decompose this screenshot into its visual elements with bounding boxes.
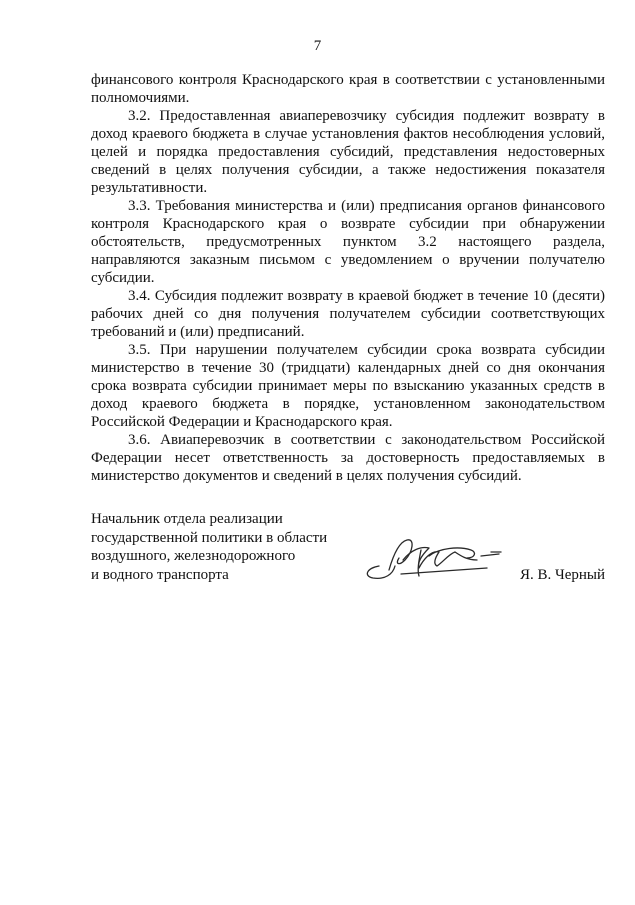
signatory-title <box>91 510 361 584</box>
signatory-name: Я. В. Черный <box>519 567 605 583</box>
signatory-title-line: Начальник отдела реализации <box>91 511 283 527</box>
signatory-title-line: воздушного, железнодорожного <box>91 548 296 564</box>
document-body <box>91 71 605 485</box>
signatory-title-line: и водного транспорта <box>91 566 229 583</box>
paragraph-3-2: 3.2. Предоставленная авиаперевозчику субсидия подлежит возврату в доход краевого бюджета в случае установления фактов несоблюдения условий, целей и порядка предоставления субсидий, представления недостоверных сведений в целях получения субсидии, а также недостижения показателя результативности. <box>91 108 605 196</box>
handwritten-signature <box>359 530 509 584</box>
paragraph-3-6: 3.6. Авиаперевозчик в соответствии с законодательством Российской Федерации несет ответственность за достоверность предоставляемых в министерство документов и сведений в целях получения субсидий. <box>91 432 605 484</box>
signature-block <box>91 510 605 590</box>
page-number: 7 <box>313 38 322 54</box>
paragraph-continuation: финансового контроля Краснодарского края в соответствии с установленными полномочиями. <box>91 72 605 106</box>
paragraph-3-3: 3.3. Требования министерства и (или) предписания органов финансового контроля Краснодарского края о возврате субсидии при обнаружении обстоятельств, предусмотренных пунктом 3.2 настоящего раздела, направляются заказным письмом с уведомлением о вручении получателю субсидии. <box>91 198 605 286</box>
paragraph-3-4: 3.4. Субсидия подлежит возврату в краевой бюджет в течение 10 (десяти) рабочих дней со дня получения получателем субсидии соответствующих требований и (или) предписаний. <box>91 288 605 340</box>
signatory-title-line: государственной политики в области <box>91 529 328 546</box>
paragraph-3-5: 3.5. При нарушении получателем субсидии срока возврата субсидии министерство в течение 30 (тридцати) календарных дней со дня окончания срока возврата субсидии принимает меры по взысканию указанных средств в доход краевого бюджета в порядке, установленном законодательством Российской Федерации и Краснодарского края. <box>91 342 605 430</box>
